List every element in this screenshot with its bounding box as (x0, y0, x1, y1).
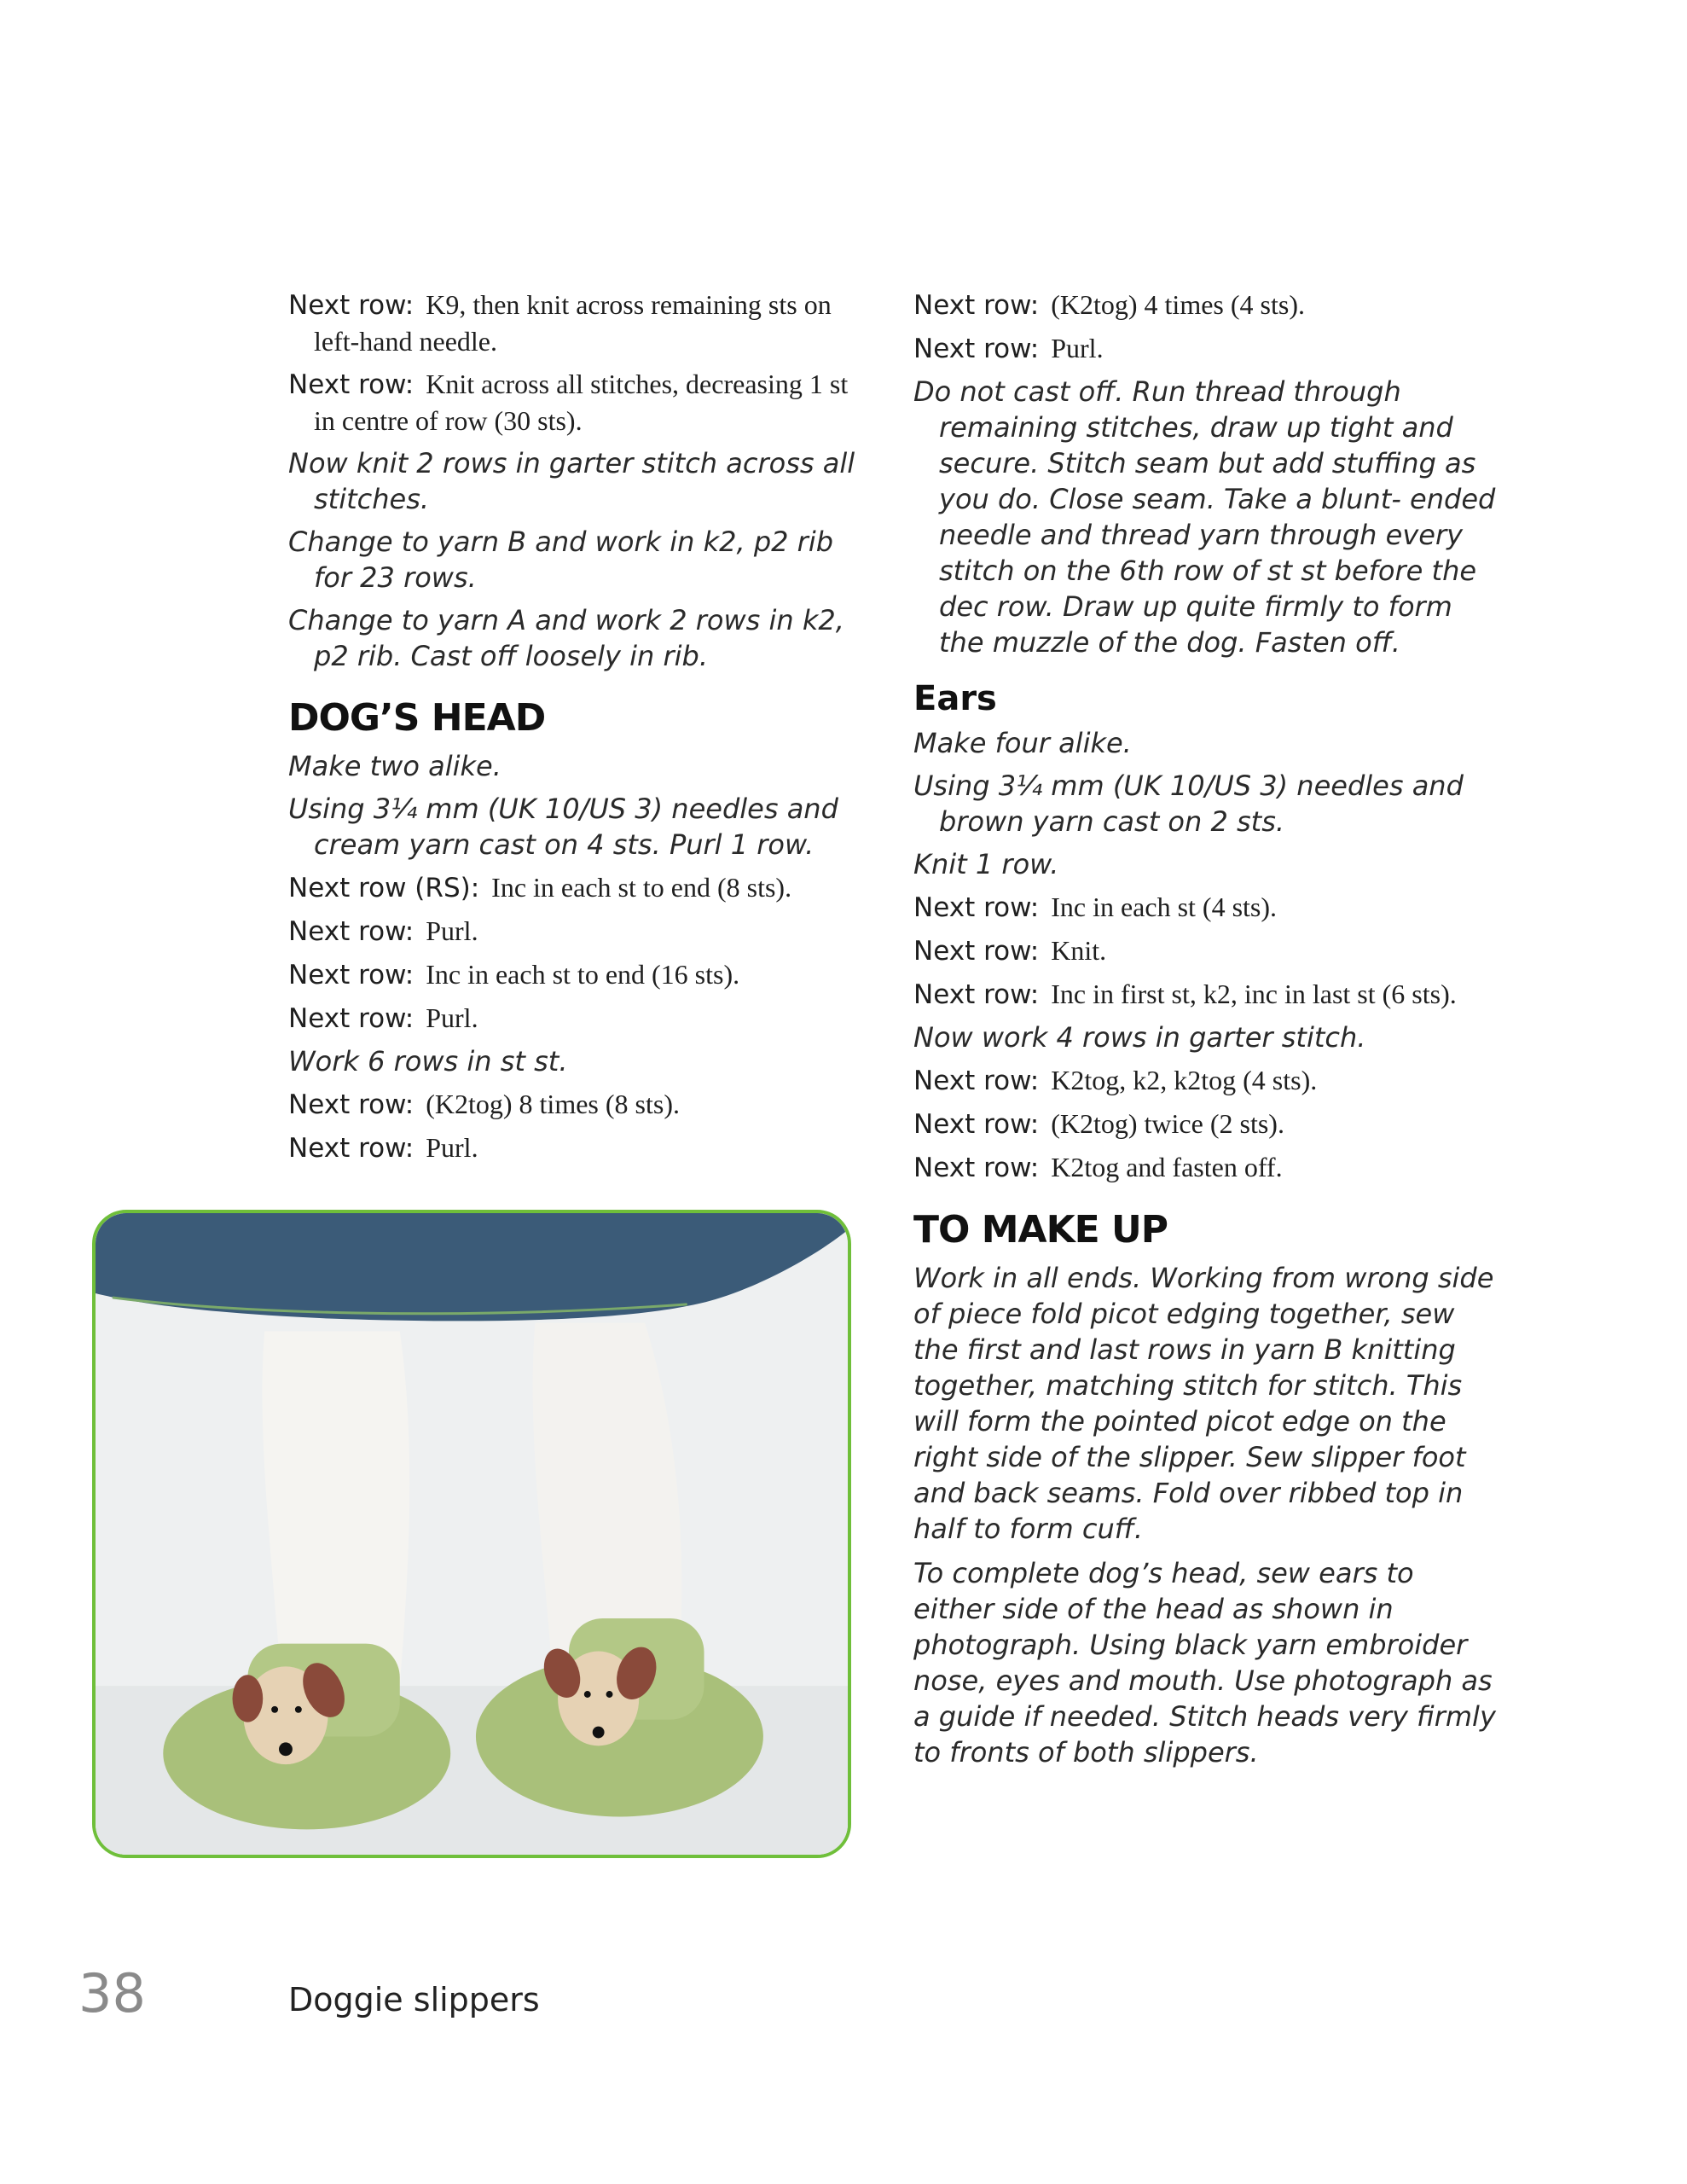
row-label: Next row: (913, 290, 1040, 321)
ears-group (913, 725, 1502, 1186)
pattern-row (913, 976, 1502, 1013)
pattern-row (288, 287, 868, 359)
instruction-text: Change to yarn B and work in k2, p2 rib for 23 rows. (288, 526, 834, 594)
ears-heading: Ears (913, 679, 997, 718)
row-label: Next row: (913, 1109, 1040, 1140)
row-label: Next row: (913, 979, 1040, 1010)
pattern-row (913, 287, 1502, 323)
row-text: Purl. (426, 1002, 478, 1033)
row-text: Inc in first st, k2, inc in last st (6 sts). (1051, 979, 1457, 1009)
instruction-text: Do not cast off. Run thread through remaining stitches, draw up tight and secure. Stitch seam but add stuffing as you do. Close seam. Take a blunt- ended needle and thread yarn through every stitch on the 6th row of st st before the dec row. Draw up quite firmly to form the muzzle of the dog. Fasten off. (913, 375, 1496, 659)
row-label: Next row: (913, 334, 1040, 364)
row-text: (K2tog) 4 times (4 sts). (1051, 289, 1305, 320)
row-label: Next row: (913, 1153, 1040, 1183)
to-make-up-heading: TO MAKE UP (913, 1208, 1168, 1252)
pattern-row (288, 869, 868, 906)
pattern-row (288, 1086, 868, 1123)
row-label: Next row (RS): (288, 873, 480, 903)
dogs-head-heading: DOG’S HEAD (288, 696, 546, 740)
instruction-text: Make four alike. (913, 727, 1132, 759)
instruction-text: Using 3¼ mm (UK 10/US 3) needles and brown yarn cast on 2 sts. (913, 770, 1464, 838)
row-text: (K2tog) twice (2 sts). (1051, 1108, 1284, 1139)
instruction-text: Using 3¼ mm (UK 10/US 3) needles and cream yarn cast on 4 sts. Purl 1 row. (288, 793, 838, 861)
row-text: Inc in each st to end (8 sts). (491, 872, 792, 903)
instruction-text: Work 6 rows in st st. (288, 1045, 568, 1077)
row-text: Purl. (426, 1132, 478, 1163)
row-label: Next row: (913, 1066, 1040, 1096)
right-column (913, 287, 1502, 1779)
pattern-row (288, 1000, 868, 1037)
row-text: Inc in each st (4 sts). (1051, 892, 1278, 922)
row-text: Knit across all stitches, decreasing 1 st in centre of row (30 sts). (314, 369, 849, 436)
pattern-row (288, 913, 868, 950)
pattern-row (913, 330, 1502, 367)
left-column (288, 287, 868, 1173)
pattern-row (288, 366, 868, 439)
pattern-row (913, 1062, 1502, 1099)
pattern-row (913, 889, 1502, 926)
instruction-text: Change to yarn A and work 2 rows in k2, p2 rib. Cast off loosely in rib. (288, 604, 844, 672)
make-up-group (913, 1260, 1502, 1770)
dogs-head-group (288, 748, 868, 1166)
slippers-photo-illustration (96, 1213, 848, 1855)
row-text: Purl. (1051, 333, 1104, 363)
right-top-group (913, 287, 1502, 660)
running-head: Doggie slippers (288, 1981, 540, 2018)
left-leg (263, 1332, 410, 1687)
pattern-row (913, 932, 1502, 969)
instruction-text: Knit 1 row. (913, 848, 1059, 880)
row-label: Next row: (288, 1133, 415, 1164)
row-text: K9, then knit across remaining sts on left-hand needle. (314, 289, 832, 357)
row-label: Next row: (288, 1089, 415, 1120)
slippers-photo (92, 1210, 851, 1858)
instruction-text: Work in all ends. Working from wrong side of piece fold picot edging together, sew the first and last rows in yarn B knitting together, matching stitch for stitch. This will form the pointed picot edge on the right side of the slipper. Sew slipper foot and back seams. Fold over ribbed top in half to form cuff. (913, 1262, 1494, 1545)
row-label: Next row: (913, 892, 1040, 923)
instruction-text: Now knit 2 rows in garter stitch across all stitches. (288, 447, 855, 515)
row-label: Next row: (288, 290, 415, 321)
row-label: Next row: (288, 960, 415, 990)
pattern-row (913, 1106, 1502, 1142)
row-label: Next row: (288, 916, 415, 947)
row-text: Inc in each st to end (16 sts). (426, 959, 740, 990)
page-number: 38 (78, 1962, 146, 2024)
left-top-group (288, 287, 868, 674)
row-text: Purl. (426, 915, 478, 946)
pattern-row (913, 1149, 1502, 1186)
row-text: (K2tog) 8 times (8 sts). (426, 1089, 680, 1119)
instruction-text: Now work 4 rows in garter stitch. (913, 1021, 1366, 1054)
row-label: Next row: (288, 369, 415, 400)
row-text: K2tog, k2, k2tog (4 sts). (1051, 1065, 1318, 1095)
row-label: Next row: (288, 1003, 415, 1034)
row-text: K2tog and fasten off. (1051, 1152, 1283, 1182)
instruction-text: Make two alike. (288, 750, 501, 782)
instruction-text: To complete dog’s head, sew ears to either side of the head as shown in photograph. Using black yarn embroider nose, eyes and mouth. Use photograph as a guide if needed. Stitch heads very firmly to fronts of both slippers. (913, 1557, 1496, 1769)
row-label: Next row: (913, 936, 1040, 967)
pattern-row (288, 1130, 868, 1166)
pattern-row (288, 956, 868, 993)
row-text: Knit. (1051, 935, 1107, 966)
